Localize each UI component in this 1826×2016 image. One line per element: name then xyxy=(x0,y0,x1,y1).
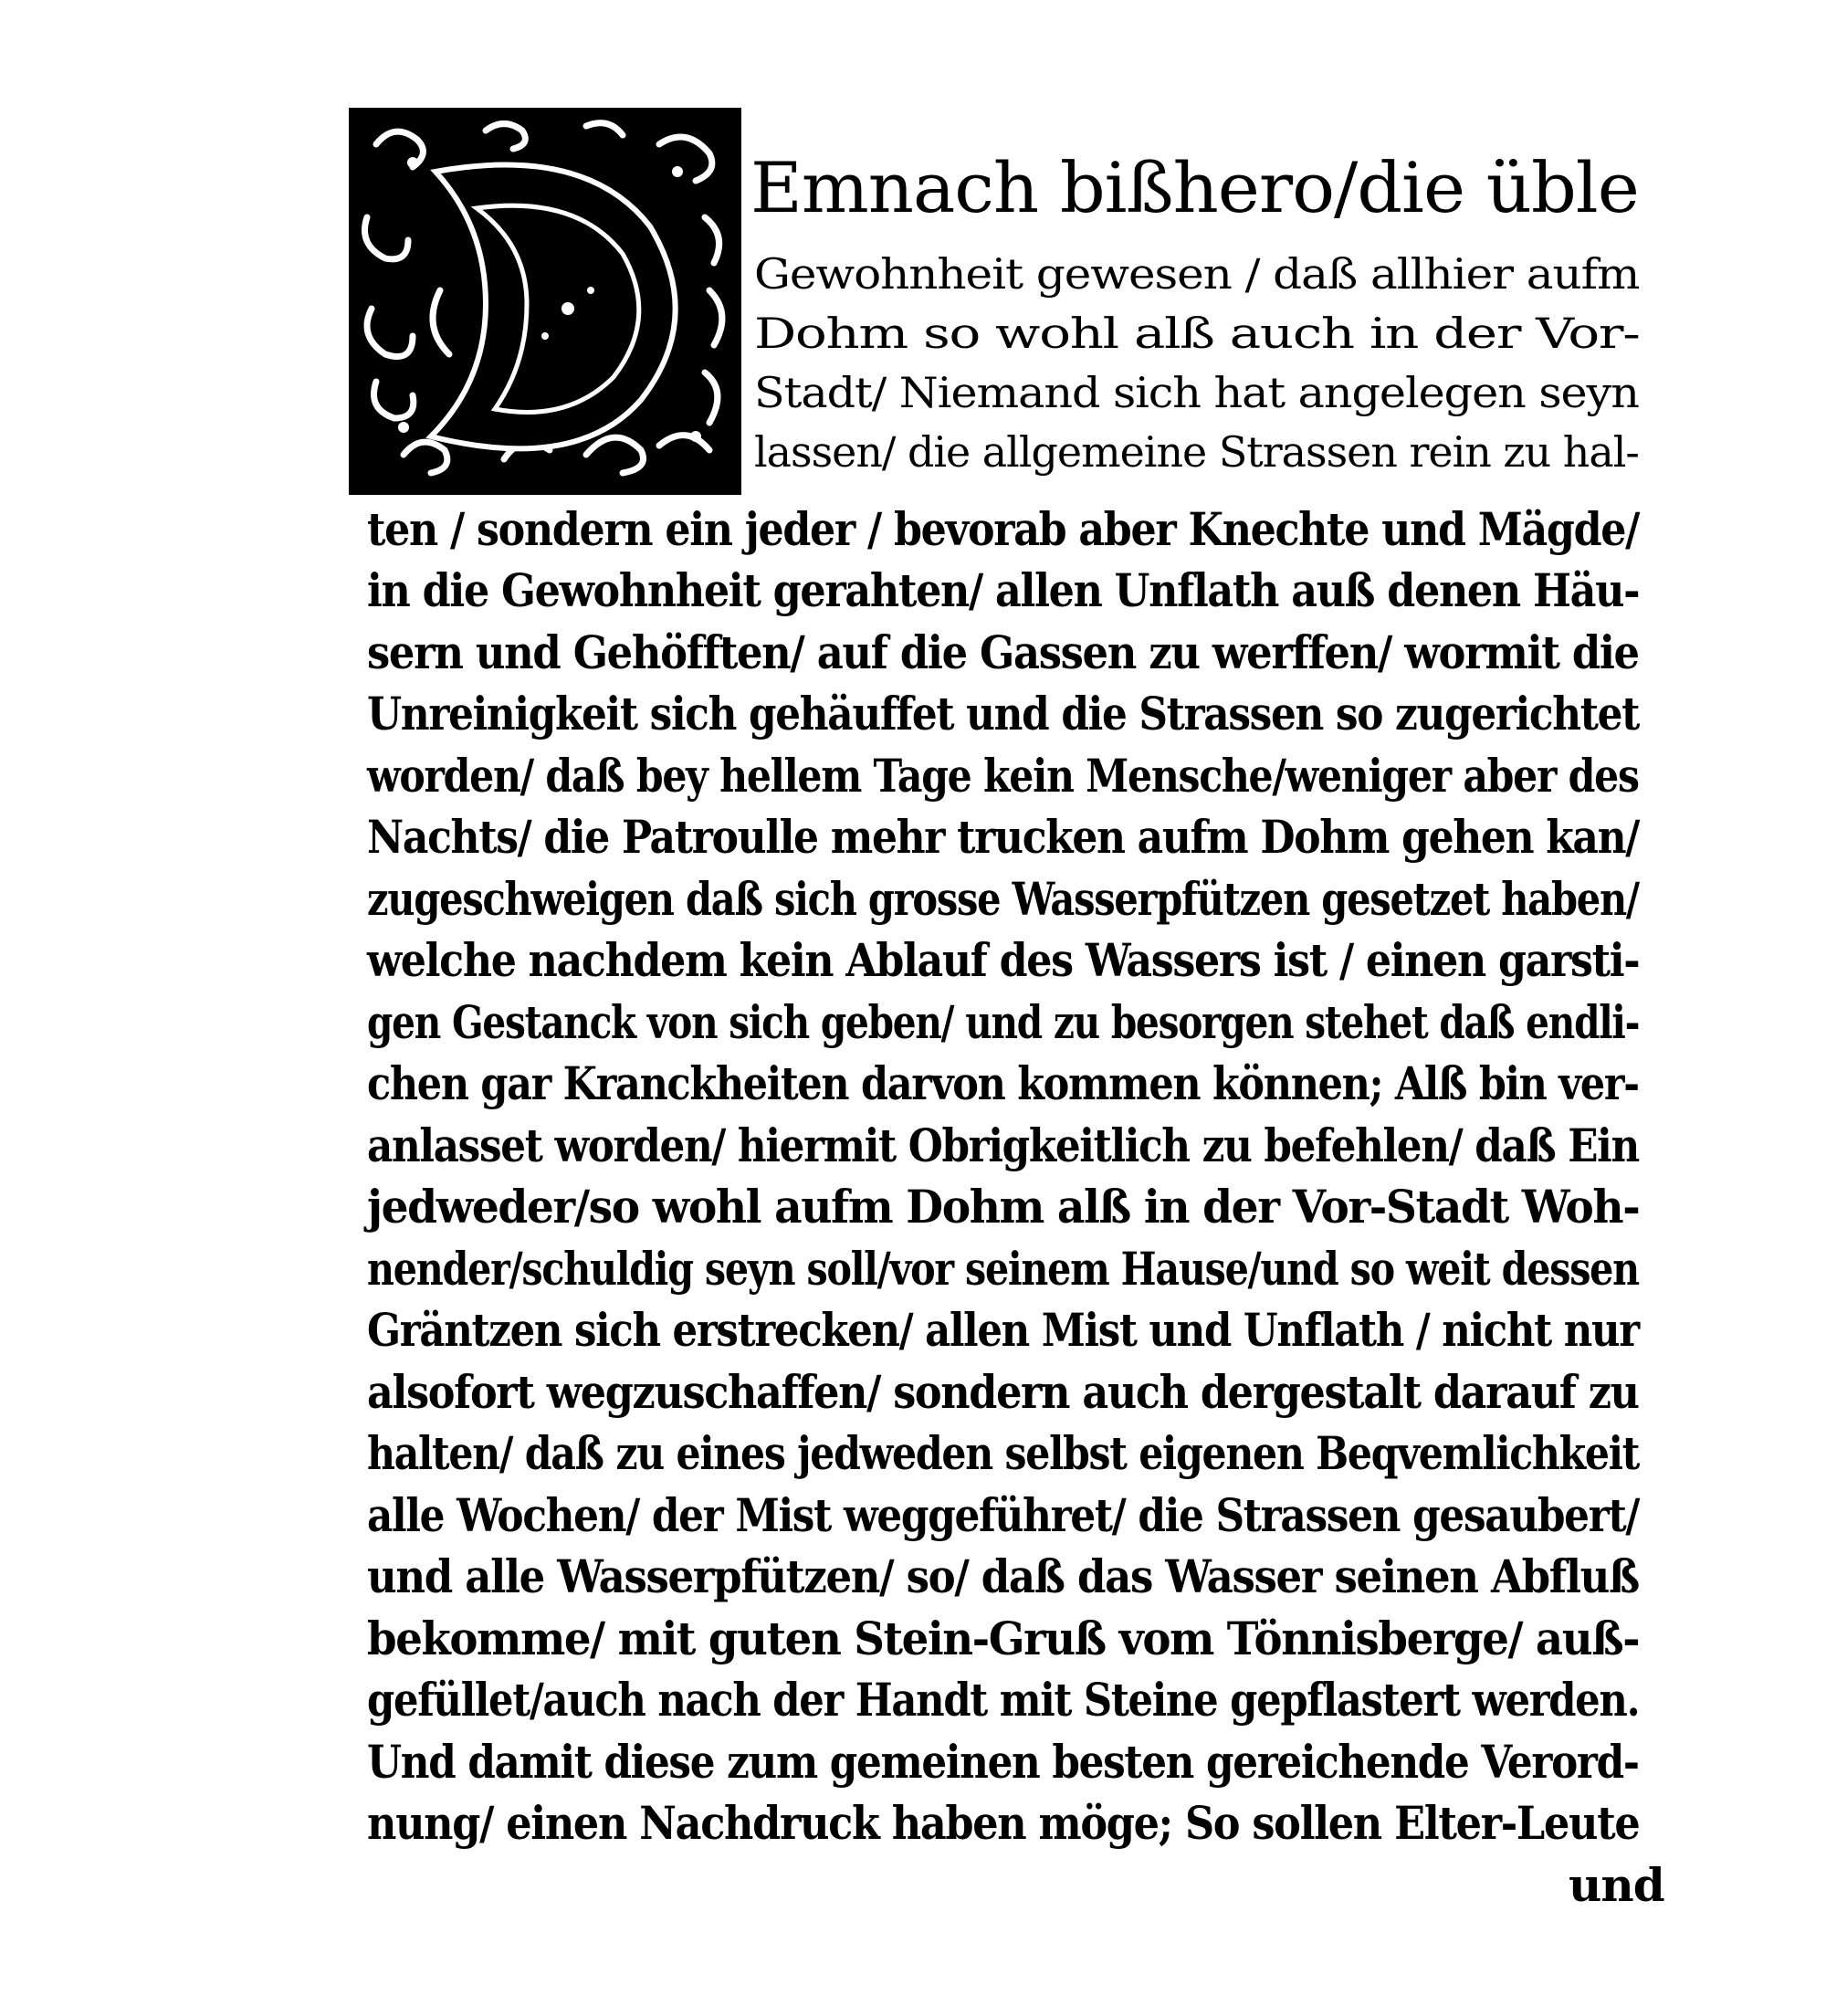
ornamental-initial-d xyxy=(349,108,741,495)
body-line: sern und Gehöfften/ auf die Gassen zu werffen/ wormit die xyxy=(367,625,1639,679)
body-line: alsofort wegzuschaffen/ sondern auch dergestalt darauf zu xyxy=(367,1365,1639,1419)
body-line: zugeschweigen daß sich grosse Wasserpfützen gesetzet haben/ xyxy=(367,872,1639,926)
body-line: und alle Wasserpfützen/ so/ daß das Wasser seinen Abfluß xyxy=(367,1549,1639,1603)
side-line: Gewohnheit gewesen / daß allhier aufm xyxy=(754,249,1640,299)
body-line: Nachts/ die Patroulle mehr trucken aufm Dohm gehen kan/ xyxy=(367,810,1640,864)
body-line: welche nachdem kein Ablauf des Wassers ist / einen garsti- xyxy=(367,933,1640,987)
opening-line: Emnach bißhero/die üble xyxy=(750,147,1639,228)
catchword: und xyxy=(1569,1858,1664,1912)
body-line: in die Gewohnheit gerahten/ allen Unflath auß denen Häu- xyxy=(367,563,1640,617)
body-line: gen Gestanck von sich geben/ und zu besorgen stehet daß endli- xyxy=(367,995,1640,1049)
body-line: ten / sondern ein jeder / bevorab aber Knechte und Mägde/ xyxy=(367,502,1639,556)
side-line: lassen/ die allgemeine Strassen rein zu hal- xyxy=(754,427,1639,477)
body-line: Und damit diese zum gemeinen besten gereichende Verord- xyxy=(367,1735,1639,1789)
side-line: Dohm so wohl alß auch in der Vor- xyxy=(754,309,1640,358)
drop-cap-d-icon xyxy=(349,108,741,495)
body-line: nender/schuldig seyn soll/vor seinem Hause/und so weit dessen xyxy=(367,1242,1639,1296)
body-line: worden/ daß bey hellem Tage kein Mensche/weniger aber des xyxy=(367,749,1639,803)
body-line: jedweder/so wohl aufm Dohm alß in der Vor-Stadt Woh- xyxy=(367,1180,1640,1234)
body-line: anlasset worden/ hiermit Obrigkeitlich zu befehlen/ daß Ein xyxy=(367,1118,1639,1172)
side-line: Stadt/ Niemand sich hat angelegen seyn xyxy=(754,368,1639,417)
body-line: Unreinigkeit sich gehäuffet und die Strassen so zugerichtet xyxy=(367,687,1640,740)
body-line: gefüllet/auch nach der Handt mit Steine gepflastert werden. xyxy=(367,1673,1640,1727)
body-line: chen gar Kranckheiten darvon kommen können; Alß bin ver- xyxy=(367,1056,1639,1110)
body-line: bekomme/ mit guten Stein-Gruß vom Tönnisberge/ auß- xyxy=(367,1612,1640,1665)
body-line: halten/ daß zu eines jedweden selbst eigenen Beqvemlichkeit xyxy=(367,1426,1640,1480)
body-line: alle Wochen/ der Mist weggeführet/ die Strassen gesaubert/ xyxy=(367,1488,1640,1542)
body-line: Gräntzen sich erstrecken/ allen Mist und Unflath / nicht nur xyxy=(367,1303,1639,1357)
body-line: nung/ einen Nachdruck haben möge; So sollen Elter-Leute xyxy=(367,1796,1640,1850)
